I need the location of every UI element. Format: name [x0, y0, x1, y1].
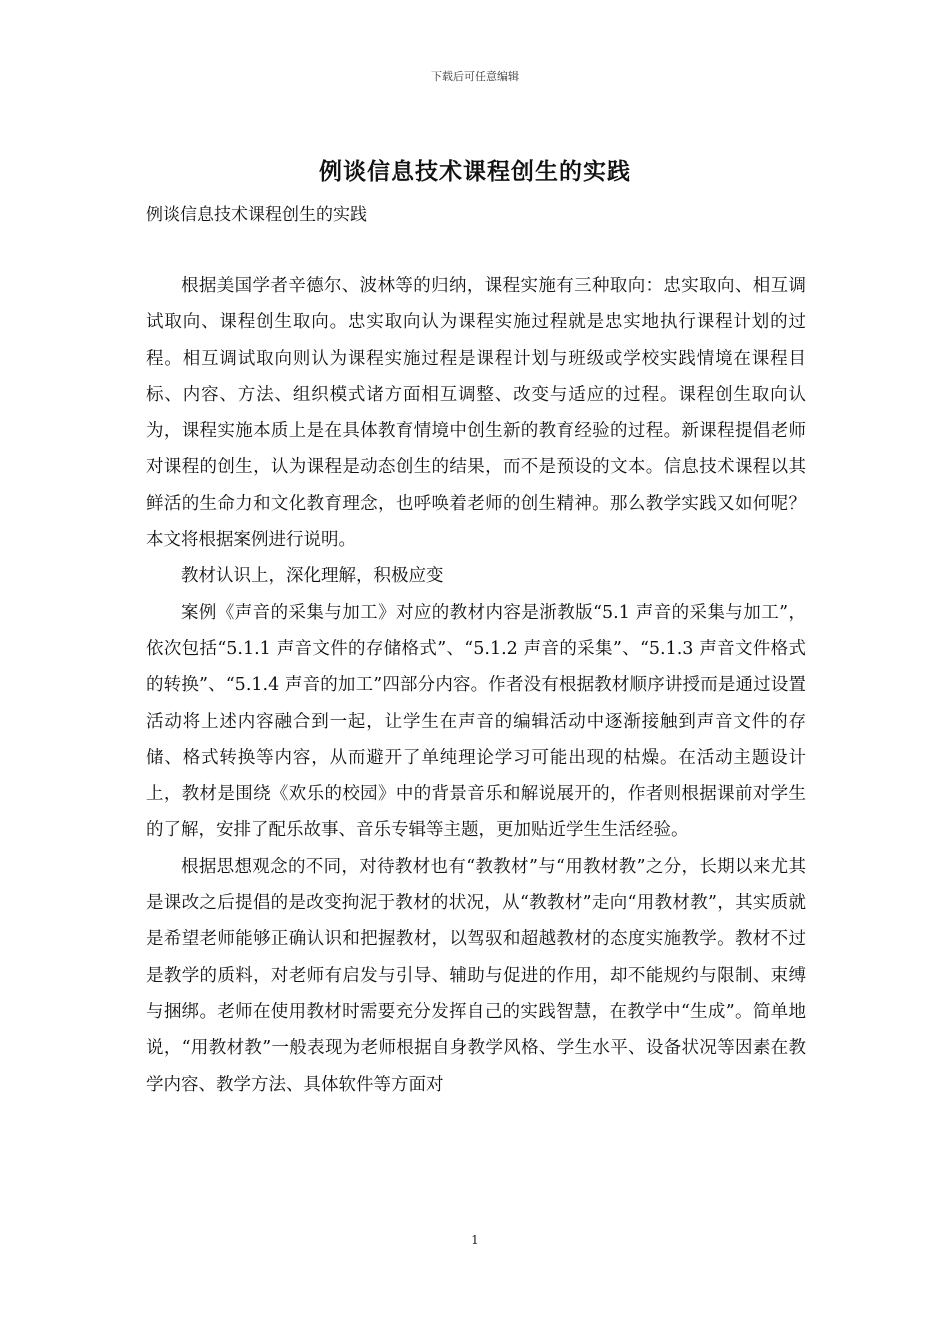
section-heading: 教材认识上，深化理解，积极应变 — [181, 566, 444, 587]
page-number: 1 — [471, 1233, 479, 1247]
document-body — [146, 268, 806, 1103]
document-subtitle: 例谈信息技术课程创生的实践 — [146, 205, 367, 225]
paragraph: 案例《声音的采集与加工》对应的教材内容是浙教版“5.1 声音的采集与加工”，依次包括“5.1.1 声音文件的存储格式”、“5.1.2 声音的采集”、“5.1.3 声音文件格式的转换”、“5.1.4 声音的加工”四部分内容。作者没有根据教材顺序讲授而是通过设置活动将上述内容融合到一起，让学生在声音的编辑活动中逐渐接触到声音文件的存储、格式转换等内容，从而避开了单纯理论学习可能出现的枯燥。在活动主题设计上，教材是围绕《欢乐的校园》中的背景音乐和解说展开的，作者则根据课前对学生的了解，安排了配乐故事、音乐专辑等主题，更加贴近学生生活经验。 — [146, 602, 806, 841]
paragraph: 根据美国学者辛德尔、波林等的归纳，课程实施有三种取向：忠实取向、相互调试取向、课程创生取向。忠实取向认为课程实施过程就是忠实地执行课程计划的过程。相互调试取向则认为课程实施过程是课程计划与班级或学校实践情境在课程目标、内容、方法、组织模式诸方面相互调整、改变与适应的过程。课程创生取向认为，课程实施本质上是在具体教育情境中创生新的教育经验的过程。新课程提倡老师对课程的创生，认为课程是动态创生的结果，而不是预设的文本。信息技术课程以其鲜活的生命力和文化教育理念，也呼唤着老师的创生精神。那么教学实践又如何呢？本文将根据案例进行说明。 — [146, 276, 806, 551]
paragraph: 根据思想观念的不同，对待教材也有“教教材”与“用教材教”之分，长期以来尤其是课改之后提倡的是改变拘泥于教材的状况，从“教教材”走向“用教材教”，其实质就是希望老师能够正确认识和把握教材，以驾驭和超越教材的态度实施教学。教材不过是教学的质料，对老师有启发与引导、辅助与促进的作用，却不能规约与限制、束缚与捆绑。老师在使用教材时需要充分发挥自己的实践智慧，在教学中“生成”。简单地说，“用教材教”一般表现为老师根据自身教学风格、学生水平、设备状况等因素在教学内容、教学方法、具体软件等方面对 — [146, 856, 806, 1095]
document-title: 例谈信息技术课程创生的实践 — [319, 158, 631, 185]
header-note: 下载后可任意编辑 — [431, 70, 519, 83]
